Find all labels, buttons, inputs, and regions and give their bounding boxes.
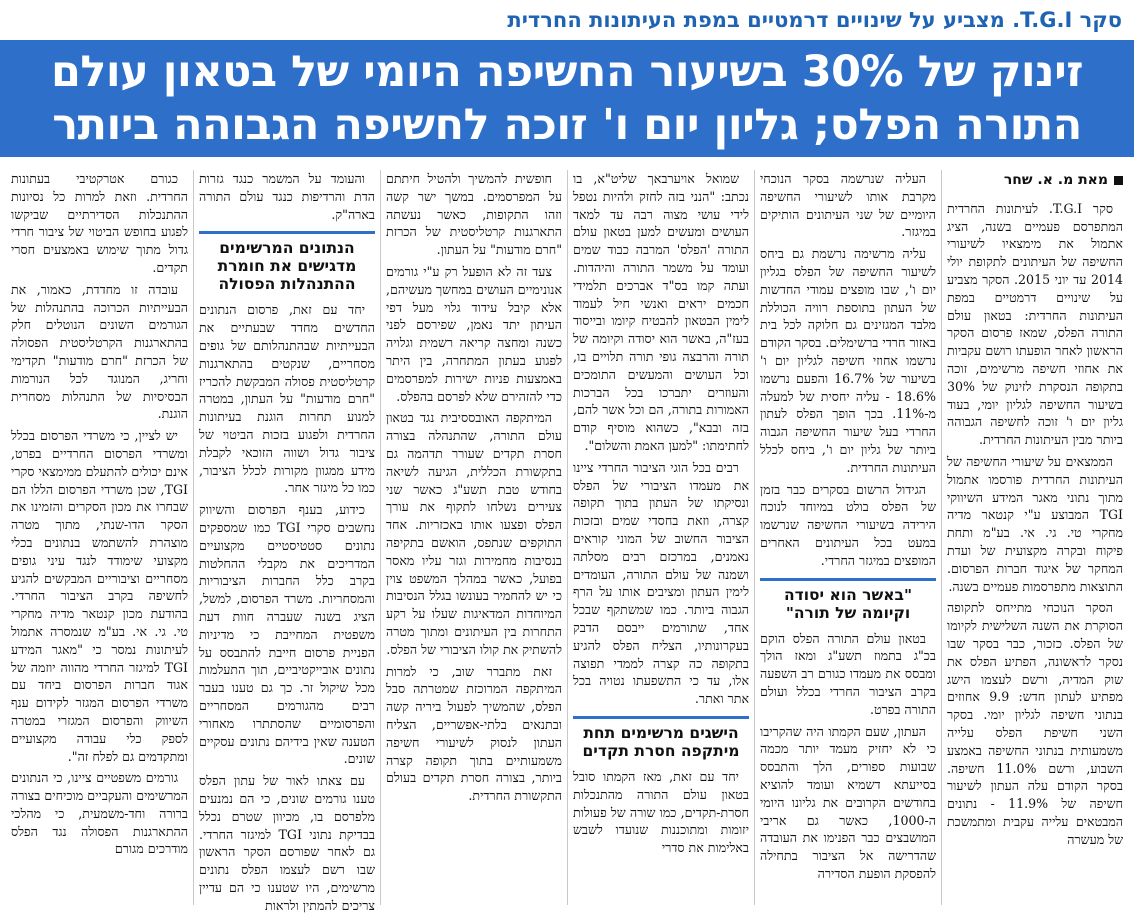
paragraph: בטאון עולם התורה הפלס הוקם בכ"ג בתמוז תשע"ג ומאז הולך ומבסס את מעמדו כגורם רב השפעה בקרב הציבור החרדי בכלל ועולם התורה בפרט. — [760, 630, 936, 717]
paragraph: יחד עם זאת, מאז הקמתו סובל בטאון עולם התורה מהתנכלות חסרת-תקדים, כמו שורה של פעולות יזומות ומתוכננות שנועדו לשבש באלימות את סדרי — [573, 768, 749, 856]
headline-line-1: זינוק של 30% בשיעור החשיפה היומי של בטאון עולם — [50, 47, 1084, 97]
paragraph: כגורם אטרקטיבי בעתונות החרדית. וזאת למרות כל נסיונות ההתנכלות הסדירתיים שביקשו לפגוע בחופש הביטוי של ציבור חרדי גדול מתוך שימוש באמצעים חסרי תקדים. — [11, 171, 188, 275]
paragraph: יש לציין, כי משרדי הפרסום בכלל ומשרדי הפרסום החרדיים בפרט, אינם יכולים להתעלם ממימצאי סקרי TGI, שכן משרדי הפרסום הללו הם שבחרו את מכון הסקרים והזמינו את הסקר הדו-שנתי, מתוך מטרה מוצהרת להשתמש בנתונים בכלי מקצועי שימודד לנגד עיני גופים מסחריים וציבוריים המבקשים להגיע לחשיפה בקרב הציבור החרדי. בהודעת מכון קנטאר מדיה מחקרי טי. גי. אי. בע"מ שנמסרה אתמול לעיתונות נמסר כי "מאגר המידע TGI למיגזר החרדי מהווה יוזמה של אגוד חברות הפרסום ביחד עם משרדי הפרסום המגזר לקידום ענף השיווק והפרסום המגזרי במטרה לספק כלי עבודה מקצועיים ומתקדמים גם לפלח זה". — [11, 428, 188, 764]
subheading: "באשר הוא יסודה וקיומה של תורה" — [760, 578, 936, 622]
paragraph: הממצאים על שיעורי החשיפה של העיתונות החרדית פורסמו אתמול מתוך נתוני מאגר המידע השיווקי TGI המבוצע ע"י קנטאר מדיה מחקרי טי. גי. אי. בע"מ ותחת פיקוח ובקרה מקצועית של ועדת המחקר של איגוד חברות הפרסום. התוצאות מתפרסמות פעמיים בשנה. — [947, 453, 1123, 594]
paragraph: יחד עם זאת, פרסום הנתונים החדשים מחדד שבעתיים את הבעייתיות שבהתנהלותם של גופים מסחריים, שנקטים בהתארגנות קרטליסטית פסולה המבקשת להכריז "חרם מודעות" על העתון, במטרה למנוע תחרות הוגנת בעיתונות החרדית ולפגוע בזכות הביטוי של ציבור גדול ושווה הזוכאי לקבלת מידע ממגוון מקורות לכלל הציבור, כמו כל מיגזר אחר. — [199, 302, 375, 496]
paragraph: הגידול הרשום בסקרים כבר בזמן של הפלס בולט במיוחד לנוכח הירידה בשיעורי החשיפה שנרשמו במעט בכל העיתונים האחרים המופצים במיגזר החרדי. — [760, 481, 936, 568]
paragraph: רבים בכל הוגי הציבור החרדי ציינו את מעמדו הציבורי של הפלס ונסיקתו של העתון בתוך תקופה קצרה, וזאת בחסדי שמים ובזכות הציבור החשוב של המוני קוראים נאמנים, במרכזם רבים מסלתה ושמנה של עולם התורה, העומדים לימין העתון ומציבים אותו על הרף הגבוה ביותר. כמו שמשתקף שבכל אחד, שתורמים ייבסם הדבק בעקרונותיו, הצליח הפלס להגיע בתקופה כה קצרה לממדי תפוצה אלו, עד כי התשפעתו נטויה בכל אתר ואתר. — [573, 459, 749, 707]
article-column-6 — [6, 170, 193, 905]
paragraph: זאת מתברר שוב, כי למרות המיתקפה המרוכזת שמטרתה סבל הפלס, שהמשיך לפעול ביריה קשה ובתנאים בלתי-אפשריים, הצליח העתון לנסוק לשיעורי חשיפה משמעותיים בתוך תקופה קצרה ביותר, בצורה חסרת תקדים בעולם התקשורת החרדית. — [386, 663, 562, 804]
byline-square-icon — [1114, 176, 1123, 185]
paragraph: והעומד על המשמר כנגד גזרות הדת והרדיפות כנגד עולם התורה בארה"ק. — [199, 171, 375, 222]
subheading: הישגים מרשימים תחת מיתקפה חסרת תקדים — [573, 716, 749, 760]
headline-line-2: התורה הפלס; גליון יום ו' זוכה לחשיפה הגבוהה ביותר — [52, 100, 1082, 150]
paragraph: כידוע, בענף הפרסום והשיווק נחשבים סקרי TGI כמו שמספקים נתונים סטטיסטיים מקצועיים המדריכים את מקבלי ההחלטות בקרב כלל החברות הציבוריות והמסחריות. משרד הפרסום, למשל, הציג בשנה שעברה חוות דעת משפטית המחייבת כי מדיניות הפניית פרסום חייבת להתבסס על נתונים אובייקטיביים, תוך התעלמות מכל שיקול זר. כך גם טענו בעבר רבים מהגורמים המסחריים והפרסומיים שהסתתרו מאחורי הטענה שאין בידיהם נתונים עסקיים שונים. — [199, 502, 375, 767]
headline-banner — [0, 40, 1134, 157]
article-column-3 — [567, 170, 754, 905]
paragraph: שמואל אויערבאך שליט"א, בו נכתב: "הנני בזה לחזק ולהיות נטפל לידי עושי מצוה רבה עד למאד העושים ומעשים למען בטאון עולם התורה 'הפלס' המרבה כבוד שמים ועומד על משמר התורה והיהדות. ועתה קמו בס"ד אברכים תלמידי חכמים יראים ואנשי חיל לעמוד לימין הבטאון להבטיח קיומו ובייסוד בעז"ה, באשר הוא יסודה וקיומה של תורה והרבצה גופי תורה תלויים בו, וכל העושים והמעשים התומכים והעוזרים יתברכו בכל הברכות האמורות בתורה, הם וכל אשר להם, בזה ובבא", כשהוא מוסיף קודם לחתימתו: "למען האמת והשלום". — [573, 171, 749, 453]
article-columns — [6, 170, 1128, 913]
article-kicker: סקר T.G.I. מצביע על שינויים דרמטיים במפת העיתונות החרדית — [0, 0, 1134, 40]
paragraph: המיתקפה האובססיבית נגד בטאון עולם התורה, שהתנהלה בצורה חסרת תקדים שעורר תדהמה גם בתקשורת הכללית, הגיעה לשיאה בחודש טבת תשע"ג כאשר שני צעירים נשלחו לתקוף את עורך הפלס ופצעו אותו באכזריות. אחד התוקפים שנתפס, הואשם בתקיפה בנסיבות מחמירות וגזר עליו מאסר בפועל, כאשר במהלך המשפט צוין כי יש להחמיר בעונשו בגלל הנסיבות המיוחדות המדאיגות שעלו על רקע התחרות בין העיתונים ומתוך מטרה להשתיק את קולו הציבורי של הפלס. — [386, 410, 562, 657]
article-column-5 — [193, 170, 380, 913]
paragraph: סקר T.G.I. לעיתונות החרדית המתפרסם פעמיים בשנה, הציג אתמול את מימצאיו לשיעורי החשיפה של העיתונים לתקופת יולי 2014 עד יוני 2015. הסקר מצביע על שינויים דרמטיים במפת העיתונות החרדית: בטאון עולם התורה הפלס, שמאז פרסום הסקר הראשון לאחר הופעתו רושם עקביות את אחוזי חשיפה מרשימים, זוכה בתקופה הנסקרת לזינוק של 30% בשיעור החשיפה לגליון יומי, בעוד גליון יום ו' זוכה לחשיפה הגבוהה ביותר מבין העיתונות החרדית. — [947, 200, 1123, 448]
byline-text: מאת מ. א. שחר — [1003, 172, 1108, 188]
article-column-2 — [754, 170, 941, 905]
paragraph: העתון, שעם הקמתו היה שהקריבו כי לא יחזיק מעמד יותר מכמה שבועות ספורים, הלך והתבסס בסייעתא דשמיא ועומד להוציא בחודשים הקרובים את גליונו היומי ה-1000, כאשר גם אריבי המושבצים כבר הפנימו את העובדה שהדרישה אל הציבור בתחילה להפסקת הופעת הסדירה — [760, 723, 936, 881]
article-column-1 — [941, 170, 1128, 905]
paragraph: העליה שנרשמה בסקר הנוכחי מקרבת אותו לשיעורי החשיפה היומיים של שני העיתונים הותיקים במיגזר. — [760, 171, 936, 240]
article-column-4 — [380, 170, 567, 905]
byline — [947, 172, 1123, 190]
paragraph: צעד זה לא הופעל רק ע"י גורמים אנונימיים העושים במחשך מעשיהם, אלא קיבל עידוד גלוי מעל דפי העיתון יתד נאמן, שפירסם לפני כשנה ומחצה קריאה רשמית וגלויה לפגוע בעתון המתחרה, בין היתר באמצעות פניות ישירות למפרסמים כדי להזהירם שלא לפרסם בהפלס. — [386, 263, 562, 404]
subheading: הנתונים המרשימים מדגישים את חומרת ההתנהלות הפסולה — [199, 231, 375, 293]
paragraph: עליה מרשימה נרשמת גם ביחס לשיעור החשיפה של הפלס בגליון יום ו', שבו מופצים עמודי החדשות של העתון בתוספת רוויה הכוללת מלבד המגזינים גם חלוקה לכל בית באזור חרדי ברשימלים. בסקר הקודם נרשמו אחוזי חשיפה לגליון יום ו' בשיעור של 16.7% והפעם נרשמו 18.6% - עליה יחסית של למעלה מ-11%. בכך הופך הפלס לעתון החרדי בעל שיעור החשיפה הגבוה ביותר של גליון יום ו', ביחס לכלל העיתונות החרדית. — [760, 246, 936, 475]
paragraph: עובדה זו מחדדת, כאמור, את הבעייתיות הכרוכה בהתנהלות של הגורמים השונים הנוטלים חלק בהתארגנות הקרטליסטית הפסולה של הכרזת "חרם מודעות" תקדימי וחריג, המנוגד לכל הנורמות הבסיסיות של התנהלות מסחרית הוגנת. — [11, 281, 188, 422]
paragraph: חופשית להמשיך ולהטיל חיתתם על המפרסמים. במשך ישר קשה וזהו התקופות, כאשר נעשתה התארגנות קרטליסטית של הכרזת "חרם מודעות" על העתון. — [386, 171, 562, 258]
paragraph: עם צאתו לאור של עתון הפלס טענו גורמים שונים, כי הם נמנעים מלפרסם בו, מכיוון שטרם נכלל בבדיקת נתוני TGI למיגזר החרדי. גם לאחר שפורסם הסקר הראשון שבו רשם לעצמו הפלס נתונים מרשימים, היו שטענו כי הם עדיין צריכים להמתין ולראות — [199, 773, 375, 913]
paragraph: גורמים משפטיים ציינו, כי הנתונים המרשימים והעקביים מוכיחים בצורה ברורה וחד-משמעית, כי מהלכי ההתארגנות הפסולה נגד הפלס מודרכים מגורם — [11, 770, 188, 857]
paragraph: הסקר הנוכחי מתייחס לתקופה הסוקרת את השנה השלישית לקיומו של הפלס. כזכור, כבר בסקר שבו נסקר לראשונה, הפתיע הפלס את שוק המדיה, ורשם לעצמו הישג מפתיע לעתון חדש: 9.9 אחוזים בנתוני חשיפה לגליון יומי. בסקר השני חשיפת הפלס עלייה משמעותית בנתוני החשיפה באמצע השבוע, ורשם 11.0% חשיפה. בסקר הקודם עלה העתון לשיעור חשיפה של 11.9% - נתונים המבטאים עלייה עקבית ומתמשכת של מעשרה — [947, 600, 1123, 847]
